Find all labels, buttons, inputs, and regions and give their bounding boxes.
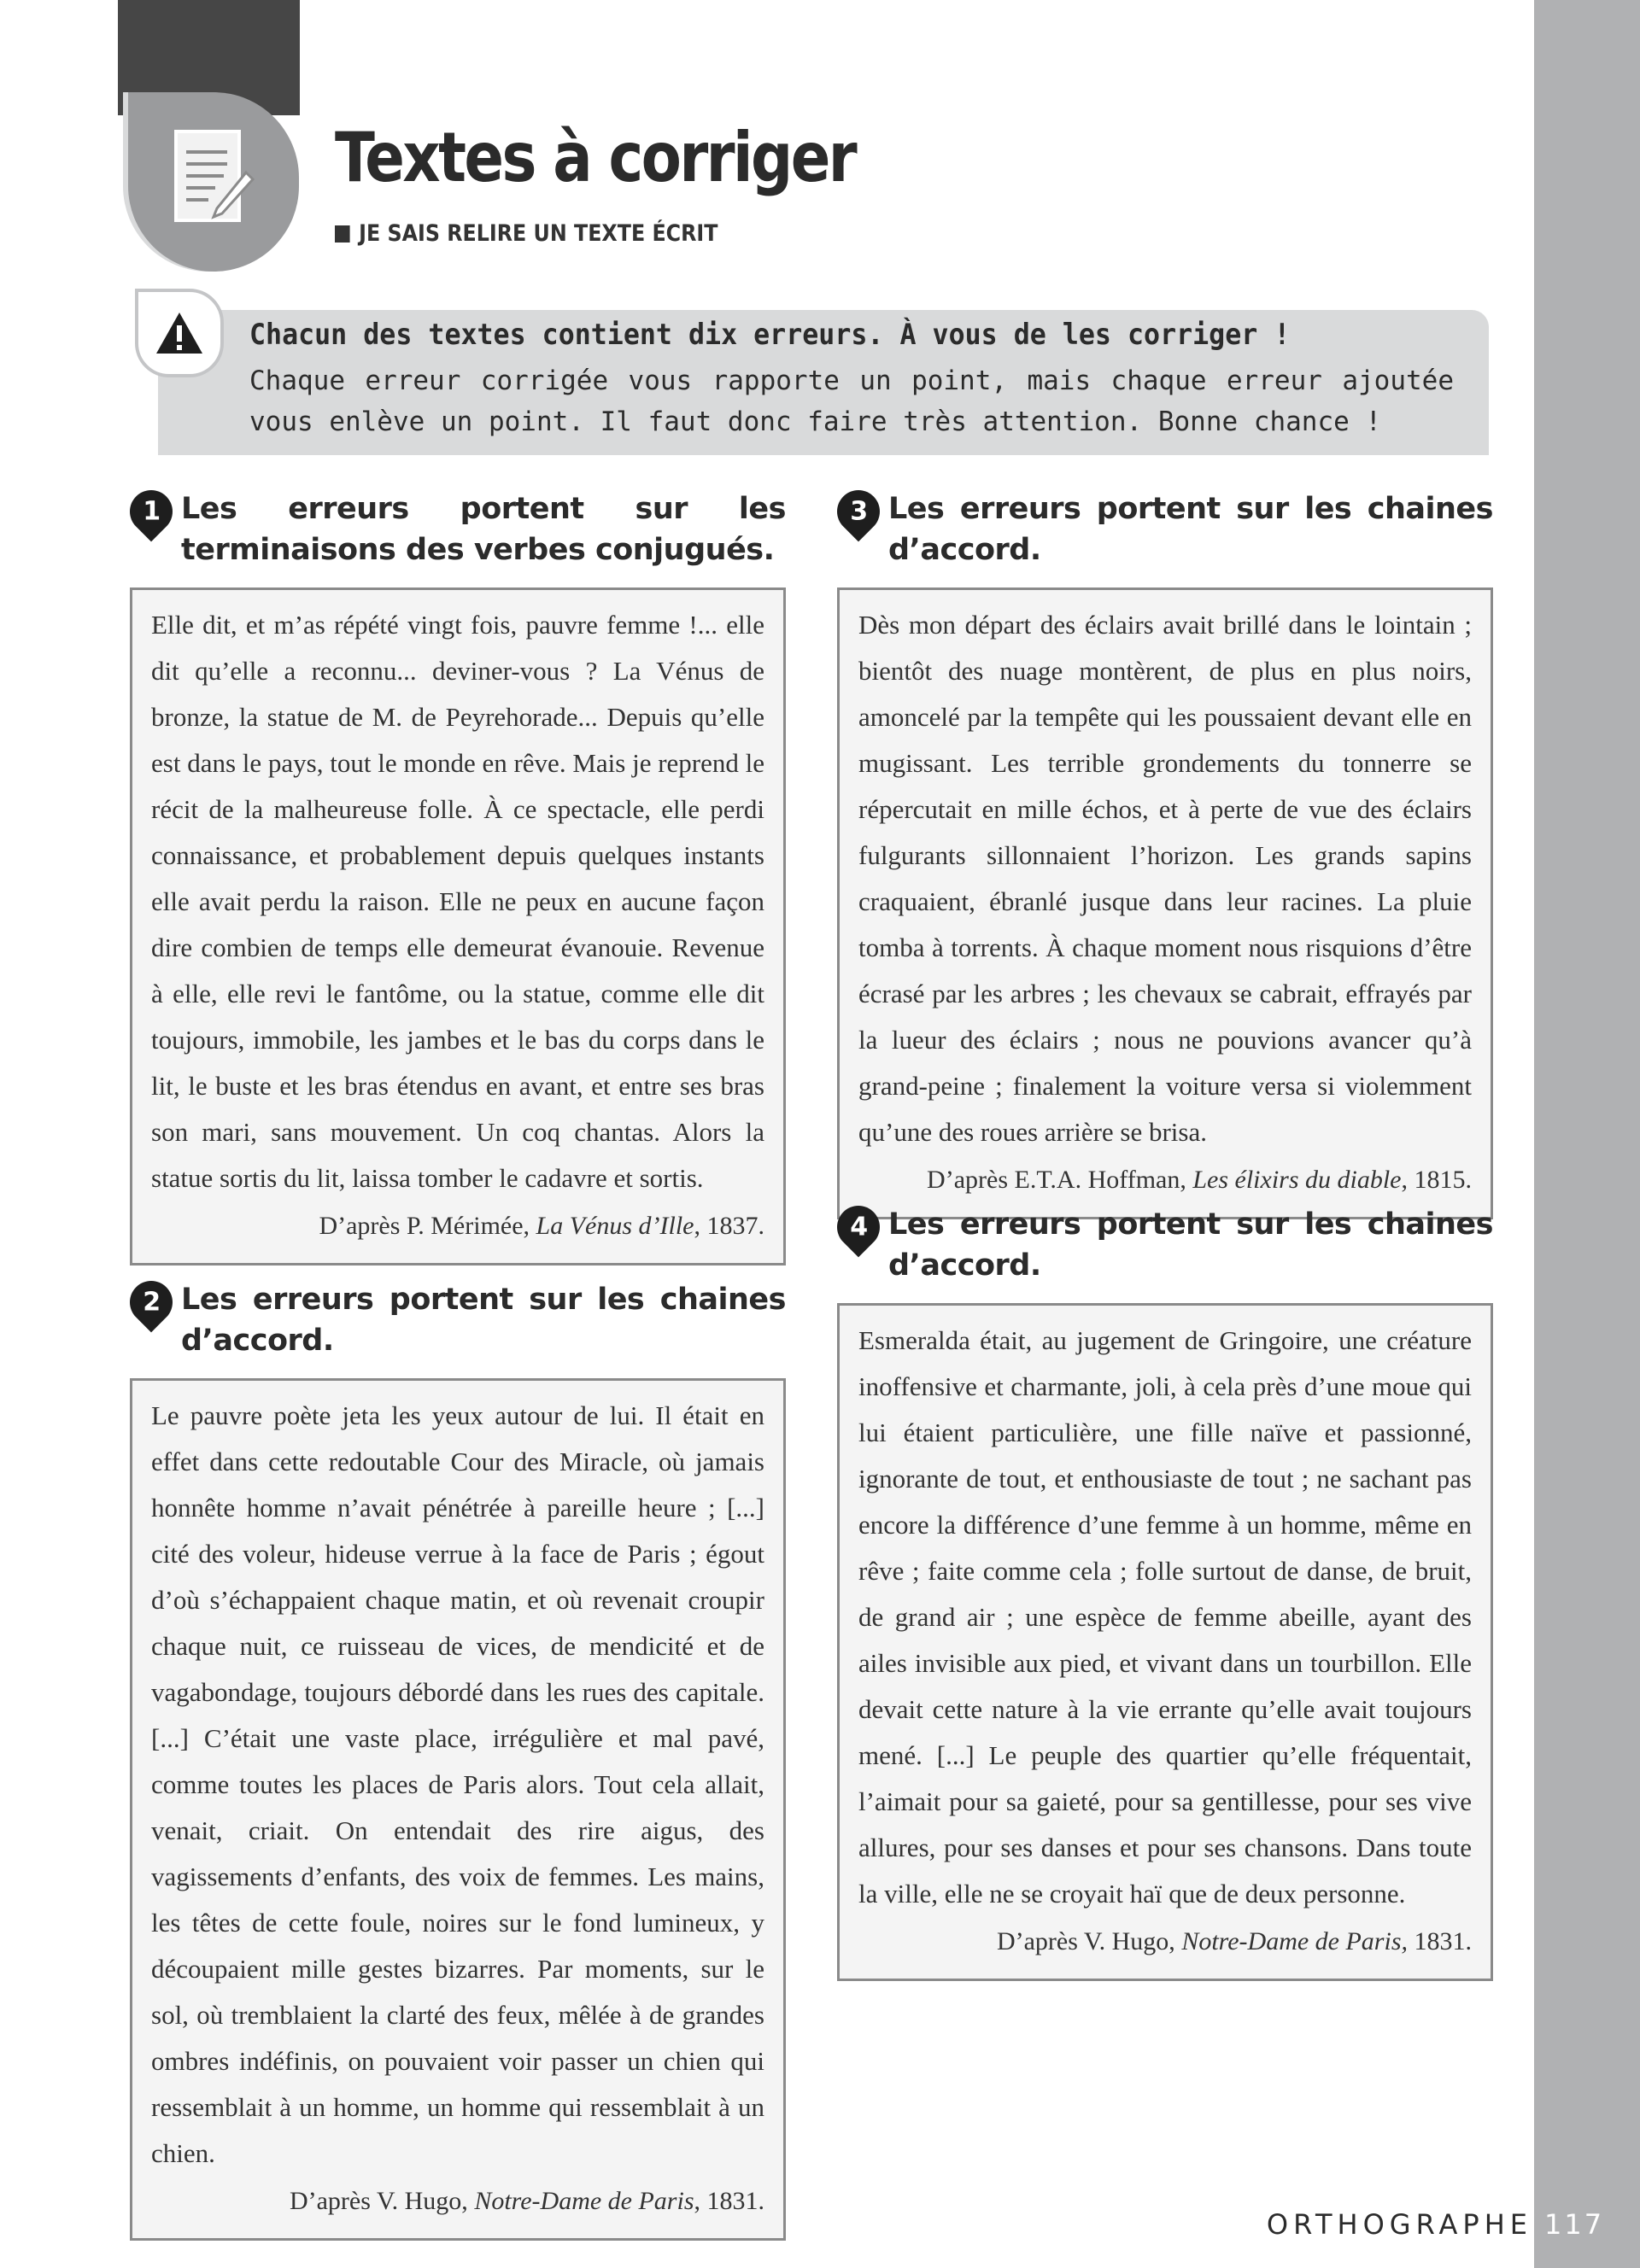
instructions-text [249,318,1454,442]
exercise-number-badge: 2 [121,1272,182,1333]
exercise-3 [837,488,1493,1219]
page-title: Textes à corriger [335,118,856,197]
exercise-2 [130,1279,786,2241]
bullet-square-icon [335,225,350,243]
page-side-strip [1534,0,1640,2268]
exercise-text-box [837,1303,1493,1981]
exercise-text: Dès mon départ des éclairs avait brillé dans le lointain ; bientôt des nuage montèrent, de plus en plus noirs, amoncelé par la tempête qui les poussaient devant elle en mugissant. Les terrible grondements du tonnerre se répercutait en mille échos, et à perte de vue des éclairs fulgurants sillonnaient l’horizon. Les grands sapins craquaient, ébranlé jusque dans leur racines. La pluie tomba à torrents. À chaque moment nous risquions d’être écrasé par les arbres ; les chevaux se cabrait, effrayés par la lueur des éclairs ; nous ne pouvions avancer qu’à grand-peine ; finalement la voiture versa si violemment qu’une des roues arrière se brisa. [858,610,1472,1147]
page-number: 117 [1544,2208,1605,2241]
instructions-body: Chaque erreur corrigée vous rapporte un point, mais chaque erreur ajoutée vous enlève un point. Il faut donc faire très attention. Bonne chance ! [249,365,1454,437]
exercise-text-box [130,587,786,1266]
exercise-title: Les erreurs portent sur les terminaisons des verbes conjugués. [181,492,786,567]
exercise-number-badge: 4 [829,1197,889,1258]
exercise-title: Les erreurs portent sur les chaines d’accord. [181,1283,786,1358]
exercise-text-box [130,1378,786,2241]
exercise-text: Elle dit, et m’as répété vingt fois, pauvre femme !... elle dit qu’elle a reconnu... deviner-vous ? La Vénus de bronze, la statue de M. de Peyrehorade... Depuis qu’elle est dans le pays, tout le monde en rêve. Mais je reprend le récit de la malheureuse folle. À ce spectacle, elle perdi connaissance, et probablement depuis quelques instants elle avait perdu la raison. Elle ne peux en aucune façon dire combien de temps elle demeurat évanouie. Revenue à elle, elle revi le fantôme, ou la statue, comme elle dit toujours, immobile, les jambes et le bas du corps dans le lit, le buste et les bras étendus en avant, et entre ses bras son mari, sans mouvement. Un coq chantas. Alors la statue sortis du lit, laissa tomber le cadavre et sortis. [151,610,764,1193]
document-pencil-icon [173,128,255,231]
subtitle-text: JE SAIS RELIRE UN TEXTE ÉCRIT [359,220,718,247]
exercise-number-badge: 3 [829,482,889,542]
exercise-source: D’après V. Hugo, Notre-Dame de Paris, 1831. [996,1927,1472,1955]
document-badge [128,92,299,272]
exercise-title: Les erreurs portent sur les chaines d’accord. [888,1207,1493,1283]
footer-section-label: ORTHOGRAPHE [1266,2208,1532,2241]
exercise-source: D’après V. Hugo, Notre-Dame de Paris, 1831. [289,2187,764,2215]
exercise-title: Les erreurs portent sur les chaines d’accord. [888,492,1493,567]
instructions-heading: Chacun des textes contient dix erreurs. À vous de les corriger ! [249,318,1291,352]
exercise-1 [130,488,786,1266]
page-subtitle [335,220,718,247]
exercise-text: Le pauvre poète jeta les yeux autour de lui. Il était en effet dans cette redoutable Cour des Miracle, où jamais honnête homme n’avait pénétrée à pareille heure ; [...] cité des voleur, hideuse verrue à la face de Paris ; égout d’où s’échappaient chaque matin, et où revenait croupir chaque nuit, ce ruisseau de vices, de mendicité et de vagabondage, toujours débordé dans les rues des capitale. [...] C’était une vaste place, irrégulière et mal pavé, comme toutes les places de Paris alors. Tout cela allait, venait, criait. On entendait des rire aigus, des vagissements d’enfants, des voix de femmes. Les mains, les têtes de cette foule, noires sur le fond lumineux, y découpaient mille gestes bizarres. Par moments, sur le sol, où tremblaient la clarté des feux, mêlée à de grandes ombres indéfinis, on pouvaient voir passer un chien qui ressemblait à un homme, un homme qui ressemblait à un chien. [151,1400,764,2168]
exercise-text: Esmeralda était, au jugement de Gringoire, une créature inoffensive et charmante, joli, à cela près d’une moue qui lui étaient particulière, une fille naïve et passionné, ignorante de tout, et enthousiaste de tout ; ne sachant pas encore la différence d’une femme à un homme, même en rêve ; faite comme cela ; folle surtout de danse, de bruit, de grand air ; une espèce de femme abeille, ayant des ailes invisible aux pied, et vivant dans un tourbillon. Elle devait cette nature à la vie errante qu’elle avait toujours mené. [...] Le peuple des quartier qu’elle fréquentait, l’aimait pour sa gaieté, pour sa gentillesse, pour ses vive allures, pour ses danses et pour ses chansons. Dans toute la ville, elle ne se croyait haï que de deux personne. [858,1325,1472,1909]
exercise-source: D’après P. Mérimée, La Vénus d’Ille, 1837. [319,1212,764,1240]
exercise-number-badge: 1 [121,482,182,542]
exercise-4 [837,1204,1493,1981]
exercise-text-box [837,587,1493,1219]
exercise-source: D’après E.T.A. Hoffman, Les élixirs du diable, 1815. [927,1166,1472,1194]
warning-triangle-icon [155,311,204,355]
warning-badge [135,289,224,377]
